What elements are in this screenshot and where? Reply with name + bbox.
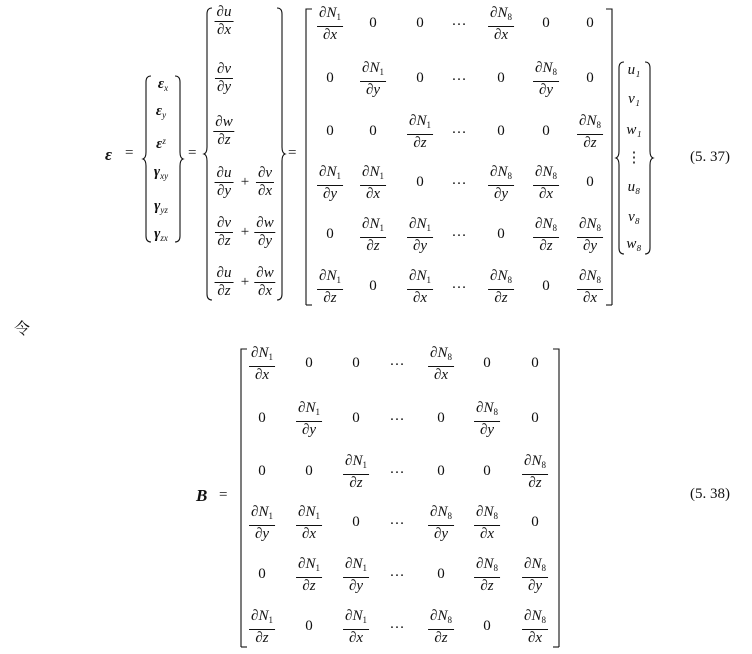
- displacement-component: v₈: [628, 209, 640, 225]
- displacement-component: v₁: [628, 91, 640, 107]
- matrix-2-entry: $\frac{\partial N_8}{\partial x}$: [476, 504, 498, 542]
- displacement-component: ⋮: [626, 150, 642, 166]
- matrix-2-entry: 0: [352, 355, 360, 371]
- matrix-1-entry: $\frac{\partial N_1}{\partial y}$: [362, 60, 384, 98]
- matrix-2-entry: 0: [437, 463, 445, 479]
- matrix-2-entry: 0: [531, 355, 539, 371]
- matrix-1-entry: $\frac{\partial N_1}{\partial x}$: [362, 164, 384, 202]
- matrix-2-entry: 0: [352, 514, 360, 530]
- matrix-1-left-bracket: [305, 8, 313, 306]
- matrix-2-left-bracket: [240, 348, 248, 648]
- displacement-component: u₁: [627, 62, 641, 78]
- matrix-2-entry: $\frac{\partial N_1}{\partial y}$: [298, 400, 320, 438]
- displacement-component: u₈: [627, 179, 641, 195]
- equals-sign-1: =: [125, 145, 134, 161]
- derivative-entry: $\frac{\partial w}{\partial z}$: [215, 114, 233, 148]
- strain-component: $\gamma_{zx}$: [154, 226, 168, 243]
- matrix-1-entry: $\frac{\partial N_8}{\partial y}$: [579, 216, 601, 254]
- matrix-1-entry: $\frac{\partial N_1}{\partial z}$: [362, 216, 384, 254]
- connector-text: 令: [14, 319, 31, 338]
- matrix-2-entry: 0: [531, 514, 539, 530]
- matrix-1-entry: $\frac{\partial N_1}{\partial x}$: [409, 268, 431, 306]
- matrix-1-entry: 0: [586, 174, 594, 190]
- matrix-2-entry: $\frac{\partial N_8}{\partial x}$: [430, 345, 452, 383]
- matrix-2-entry: $\frac{\partial N_1}{\partial x}$: [251, 345, 273, 383]
- matrix-1-entry: 0: [497, 70, 505, 86]
- matrix-2-entry: 0: [305, 355, 313, 371]
- matrix-2-entry: 0: [483, 355, 491, 371]
- matrix-2-entry: $\frac{\partial N_8}{\partial z}$: [430, 608, 452, 646]
- strain-component: $\gamma_{yz}$: [154, 198, 168, 215]
- matrix-1-entry: …: [451, 172, 467, 188]
- matrix-1-entry: $\frac{\partial N_1}{\partial z}$: [409, 113, 431, 151]
- matrix-2-entry: 0: [258, 566, 266, 582]
- matrix-2-entry: $\frac{\partial N_1}{\partial y}$: [345, 556, 367, 594]
- matrix-1-entry: $\frac{\partial N_8}{\partial y}$: [535, 60, 557, 98]
- matrix-2-entry: …: [389, 461, 405, 477]
- matrix-2-entry: $\frac{\partial N_8}{\partial y}$: [476, 400, 498, 438]
- matrix-1-right-bracket: [605, 8, 613, 306]
- matrix-2-entry: $\frac{\partial N_8}{\partial z}$: [524, 453, 546, 491]
- matrix-1-entry: 0: [416, 174, 424, 190]
- matrix-1-entry: 0: [497, 123, 505, 139]
- matrix-1-entry: 0: [586, 70, 594, 86]
- derivative-vector-left-brace: [204, 6, 214, 302]
- strain-component: $\gamma_{xy}$: [153, 164, 169, 181]
- matrix-2-entry: 0: [483, 618, 491, 634]
- derivative-entry: $\frac{\partial u}{\partial x}$: [216, 4, 232, 38]
- equals-sign-4: =: [219, 487, 228, 503]
- matrix-1-entry: $\frac{\partial N_1}{\partial z}$: [319, 268, 341, 306]
- matrix-1-entry: 0: [326, 70, 334, 86]
- strain-component: $\varepsilon^z$: [156, 136, 166, 152]
- matrix-1-entry: …: [451, 224, 467, 240]
- matrix-1-entry: $\frac{\partial N_8}{\partial x}$: [535, 164, 557, 202]
- matrix-1-entry: $\frac{\partial N_8}{\partial z}$: [535, 216, 557, 254]
- matrix-1-entry: $\frac{\partial N_8}{\partial x}$: [579, 268, 601, 306]
- derivative-entry: $\frac{\partial v}{\partial y}$: [216, 61, 232, 95]
- matrix-2-entry: $\frac{\partial N_1}{\partial x}$: [298, 504, 320, 542]
- strain-component: $\varepsilon_x$: [157, 76, 169, 93]
- matrix-1-entry: $\frac{\partial N_8}{\partial z}$: [579, 113, 601, 151]
- b-matrix-symbol: B: [196, 486, 208, 505]
- matrix-1-entry: 0: [369, 15, 377, 31]
- matrix-2-entry: 0: [258, 463, 266, 479]
- matrix-1-entry: 0: [326, 123, 334, 139]
- strain-vector-left-brace: [143, 74, 153, 244]
- matrix-2-entry: 0: [437, 566, 445, 582]
- matrix-1-entry: 0: [369, 123, 377, 139]
- matrix-1-entry: 0: [326, 226, 334, 242]
- matrix-2-entry: $\frac{\partial N_8}{\partial y}$: [430, 504, 452, 542]
- equation-number-5-38: (5. 38): [690, 486, 730, 502]
- matrix-1-entry: $\frac{\partial N_8}{\partial x}$: [490, 5, 512, 43]
- matrix-1-entry: $\frac{\partial N_1}{\partial y}$: [319, 164, 341, 202]
- matrix-2-entry: …: [389, 564, 405, 580]
- equals-sign-2: =: [188, 145, 197, 161]
- matrix-1-entry: …: [451, 68, 467, 84]
- matrix-1-entry: 0: [416, 15, 424, 31]
- matrix-1-entry: 0: [369, 278, 377, 294]
- matrix-2-right-bracket: [552, 348, 560, 648]
- displacement-vector-right-brace: [644, 60, 654, 256]
- matrix-1-entry: $\frac{\partial N_1}{\partial x}$: [319, 5, 341, 43]
- equation-number-5-37: (5. 37): [690, 149, 730, 165]
- matrix-2-entry: $\frac{\partial N_1}{\partial y}$: [251, 504, 273, 542]
- equals-sign-3: =: [288, 145, 297, 161]
- matrix-2-entry: $\frac{\partial N_8}{\partial y}$: [524, 556, 546, 594]
- matrix-2-entry: $\frac{\partial N_1}{\partial x}$: [345, 608, 367, 646]
- matrix-2-entry: 0: [305, 463, 313, 479]
- matrix-1-entry: 0: [497, 226, 505, 242]
- matrix-1-entry: $\frac{\partial N_8}{\partial y}$: [490, 164, 512, 202]
- matrix-1-entry: 0: [542, 15, 550, 31]
- matrix-2-entry: $\frac{\partial N_1}{\partial z}$: [345, 453, 367, 491]
- matrix-2-entry: 0: [483, 463, 491, 479]
- matrix-1-entry: 0: [542, 278, 550, 294]
- matrix-2-entry: $\frac{\partial N_8}{\partial z}$: [476, 556, 498, 594]
- matrix-1-entry: 0: [542, 123, 550, 139]
- displacement-component: w₁: [626, 122, 642, 138]
- matrix-2-entry: $\frac{\partial N_1}{\partial z}$: [298, 556, 320, 594]
- matrix-1-entry: …: [451, 276, 467, 292]
- matrix-2-entry: $\frac{\partial N_1}{\partial z}$: [251, 608, 273, 646]
- matrix-1-entry: 0: [416, 70, 424, 86]
- matrix-2-entry: …: [389, 353, 405, 369]
- matrix-2-entry: …: [389, 616, 405, 632]
- displacement-vector-left-brace: [616, 60, 626, 256]
- derivative-vector-right-brace: [276, 6, 286, 302]
- strain-symbol: ε: [105, 145, 112, 164]
- strain-component: $\varepsilon_y$: [155, 103, 167, 120]
- matrix-2-entry: …: [389, 512, 405, 528]
- matrix-1-entry: …: [451, 13, 467, 29]
- matrix-2-entry: 0: [352, 410, 360, 426]
- displacement-component: w₈: [626, 236, 642, 252]
- matrix-1-entry: $\frac{\partial N_8}{\partial z}$: [490, 268, 512, 306]
- matrix-2-entry: 0: [258, 410, 266, 426]
- matrix-2-entry: 0: [305, 618, 313, 634]
- matrix-1-entry: 0: [586, 15, 594, 31]
- matrix-1-entry: $\frac{\partial N_1}{\partial y}$: [409, 216, 431, 254]
- matrix-2-entry: 0: [437, 410, 445, 426]
- strain-vector-right-brace: [174, 74, 184, 244]
- matrix-2-entry: …: [389, 408, 405, 424]
- matrix-2-entry: 0: [531, 410, 539, 426]
- matrix-1-entry: …: [451, 121, 467, 137]
- matrix-2-entry: $\frac{\partial N_8}{\partial x}$: [524, 608, 546, 646]
